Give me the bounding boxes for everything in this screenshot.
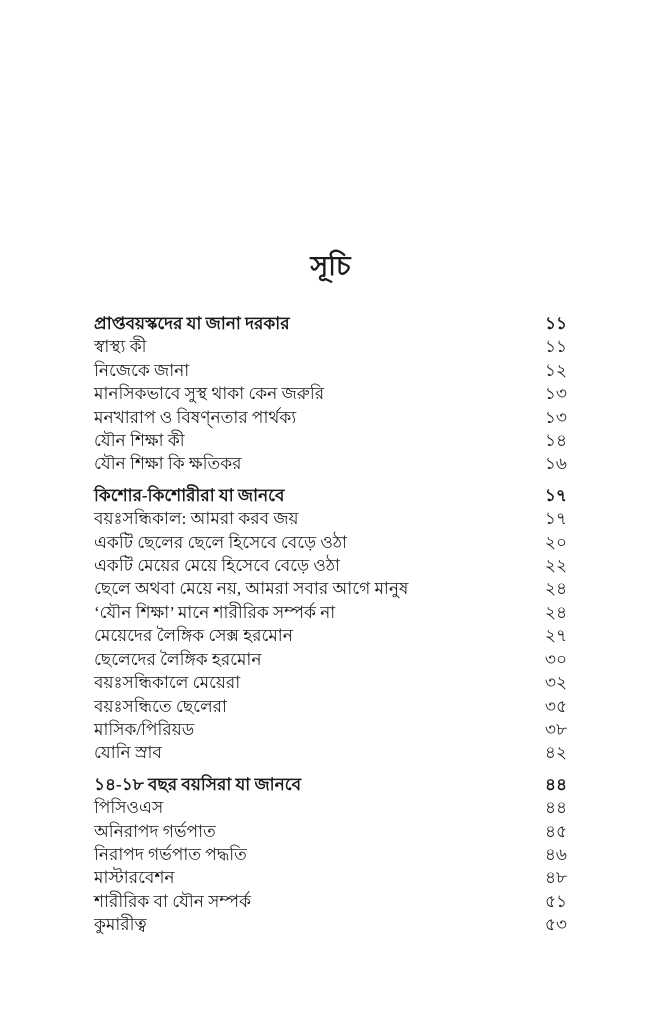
toc-entry-page-number: ২৪ bbox=[544, 602, 567, 622]
toc-entry-page-number: ৫১ bbox=[544, 891, 567, 911]
toc-entry-label: মনখারাপ ও বিষণ্নতার পার্থক্য bbox=[94, 407, 297, 427]
toc-entry-row bbox=[94, 741, 567, 764]
toc-entry-label: নিজেকে জানা bbox=[94, 360, 190, 380]
toc-section-header-row bbox=[94, 312, 567, 335]
toc-entry-label: মেয়েদের লৈঙ্গিক সেক্স হরমোন bbox=[94, 626, 293, 646]
toc-entry-page-number: ৪৪ bbox=[544, 798, 567, 818]
toc-entry-row bbox=[94, 507, 567, 530]
toc-entry-page-number: ৩৮ bbox=[544, 719, 567, 739]
toc-entry-label: যৌন শিক্ষা কী bbox=[94, 431, 185, 451]
toc-entry-page-number: ২২ bbox=[544, 556, 567, 576]
toc-entry-page-number: ১৪ bbox=[544, 431, 567, 451]
toc-entry-page-number: ৩৫ bbox=[544, 696, 567, 716]
toc-entry-row bbox=[94, 718, 567, 741]
toc-entry-row bbox=[94, 601, 567, 624]
toc-entry-row bbox=[94, 843, 567, 866]
toc-list bbox=[94, 312, 567, 937]
toc-section bbox=[94, 484, 567, 765]
toc-entry-row bbox=[94, 913, 567, 936]
toc-entry-page-number: ২০ bbox=[544, 532, 567, 552]
toc-section-header-row bbox=[94, 484, 567, 507]
toc-entry-label: পিসিওএস bbox=[94, 798, 164, 818]
toc-entry-label: বয়ঃসন্ধিকালে মেয়েরা bbox=[94, 673, 241, 693]
toc-entry-label: মাসিক/পিরিয়ড bbox=[94, 719, 195, 739]
toc-entry-row bbox=[94, 671, 567, 694]
toc-entry-row bbox=[94, 382, 567, 405]
toc-entry-label: ছেলেদের লৈঙ্গিক হরমোন bbox=[94, 649, 262, 669]
toc-section bbox=[94, 773, 567, 937]
toc-entry-page-number: ৪৫ bbox=[544, 821, 567, 841]
toc-entry-row bbox=[94, 796, 567, 819]
toc-entry-label: শারীরিক বা যৌন সম্পর্ক bbox=[94, 891, 251, 911]
toc-entry-page-number: ৩০ bbox=[544, 649, 567, 669]
toc-entry-row bbox=[94, 695, 567, 718]
page-title: সূচি bbox=[310, 251, 351, 281]
toc-entry-row bbox=[94, 890, 567, 913]
toc-entry-label: মাস্টারবেশন bbox=[94, 868, 175, 888]
toc-entry-page-number: ২৪ bbox=[544, 579, 567, 599]
toc-entry-page-number: ১৩ bbox=[544, 407, 567, 427]
toc-entry-label: ছেলে অথবা মেয়ে নয়, আমরা সবার আগে মানুষ bbox=[94, 579, 409, 599]
toc-entry-page-number: ৪২ bbox=[544, 743, 567, 763]
toc-section bbox=[94, 312, 567, 476]
toc-entry-row bbox=[94, 406, 567, 429]
toc-entry-label: মানসিকভাবে সুস্থ থাকা কেন জরুরি bbox=[94, 384, 325, 404]
toc-entry-label: একটি মেয়ের মেয়ে হিসেবে বেড়ে ওঠা bbox=[94, 556, 340, 576]
toc-entry-page-number: ১১ bbox=[544, 337, 567, 357]
toc-entry-label: ‘যৌন শিক্ষা’ মানে শারীরিক সম্পর্ক না bbox=[94, 602, 336, 622]
toc-entry-row bbox=[94, 648, 567, 671]
toc-entry-page-number: ১৭ bbox=[544, 509, 567, 529]
toc-entry-label: বয়ঃসন্ধিকাল: আমরা করব জয় bbox=[94, 509, 299, 529]
toc-entry-page-number: ১৭ bbox=[544, 485, 567, 505]
toc-section-header-row bbox=[94, 773, 567, 796]
toc-entry-row bbox=[94, 554, 567, 577]
toc-entry-label: যোনি স্রাব bbox=[94, 743, 162, 763]
toc-entry-row bbox=[94, 335, 567, 358]
toc-entry-label: একটি ছেলের ছেলে হিসেবে বেড়ে ওঠা bbox=[94, 532, 347, 552]
toc-entry-page-number: ৪৪ bbox=[544, 774, 567, 794]
toc-entry-label: নিরাপদ গর্ভপাত পদ্ধতি bbox=[94, 844, 247, 864]
toc-entry-row bbox=[94, 820, 567, 843]
toc-entry-label: বয়ঃসন্ধিতে ছেলেরা bbox=[94, 696, 227, 716]
toc-entry-label: যৌন শিক্ষা কি ক্ষতিকর bbox=[94, 454, 242, 474]
toc-entry-page-number: ১৩ bbox=[544, 384, 567, 404]
toc-entry-label: স্বাস্থ্য কী bbox=[94, 337, 147, 357]
toc-entry-label: অনিরাপদ গর্ভপাত bbox=[94, 821, 216, 841]
toc-entry-page-number: ১৬ bbox=[544, 454, 567, 474]
toc-section-header-label: প্রাপ্তবয়স্কদের যা জানা দরকার bbox=[94, 314, 290, 333]
toc-entry-page-number: ৩২ bbox=[544, 673, 567, 693]
toc-entry-row bbox=[94, 452, 567, 475]
toc-entry-page-number: ১২ bbox=[544, 360, 567, 380]
toc-entry-page-number: ৫৩ bbox=[544, 915, 567, 935]
toc-entry-row bbox=[94, 429, 567, 452]
toc-entry-page-number: ৪৬ bbox=[544, 844, 567, 864]
toc-entry-row bbox=[94, 624, 567, 647]
toc-entry-page-number: ২৭ bbox=[544, 626, 567, 646]
toc-section-header-label: ১৪-১৮ বছর বয়সিরা যা জানবে bbox=[94, 774, 302, 794]
toc-entry-row bbox=[94, 866, 567, 889]
toc-entry-row bbox=[94, 531, 567, 554]
toc-section-header-label: কিশোর-কিশোরীরা যা জানবে bbox=[94, 485, 285, 505]
toc-entry-page-number: ৪৮ bbox=[544, 868, 567, 888]
toc-entry-row bbox=[94, 359, 567, 382]
toc-entry-row bbox=[94, 577, 567, 600]
toc-entry-label: কুমারীত্ব bbox=[94, 915, 147, 935]
toc-entry-page-number: ১১ bbox=[544, 314, 567, 333]
